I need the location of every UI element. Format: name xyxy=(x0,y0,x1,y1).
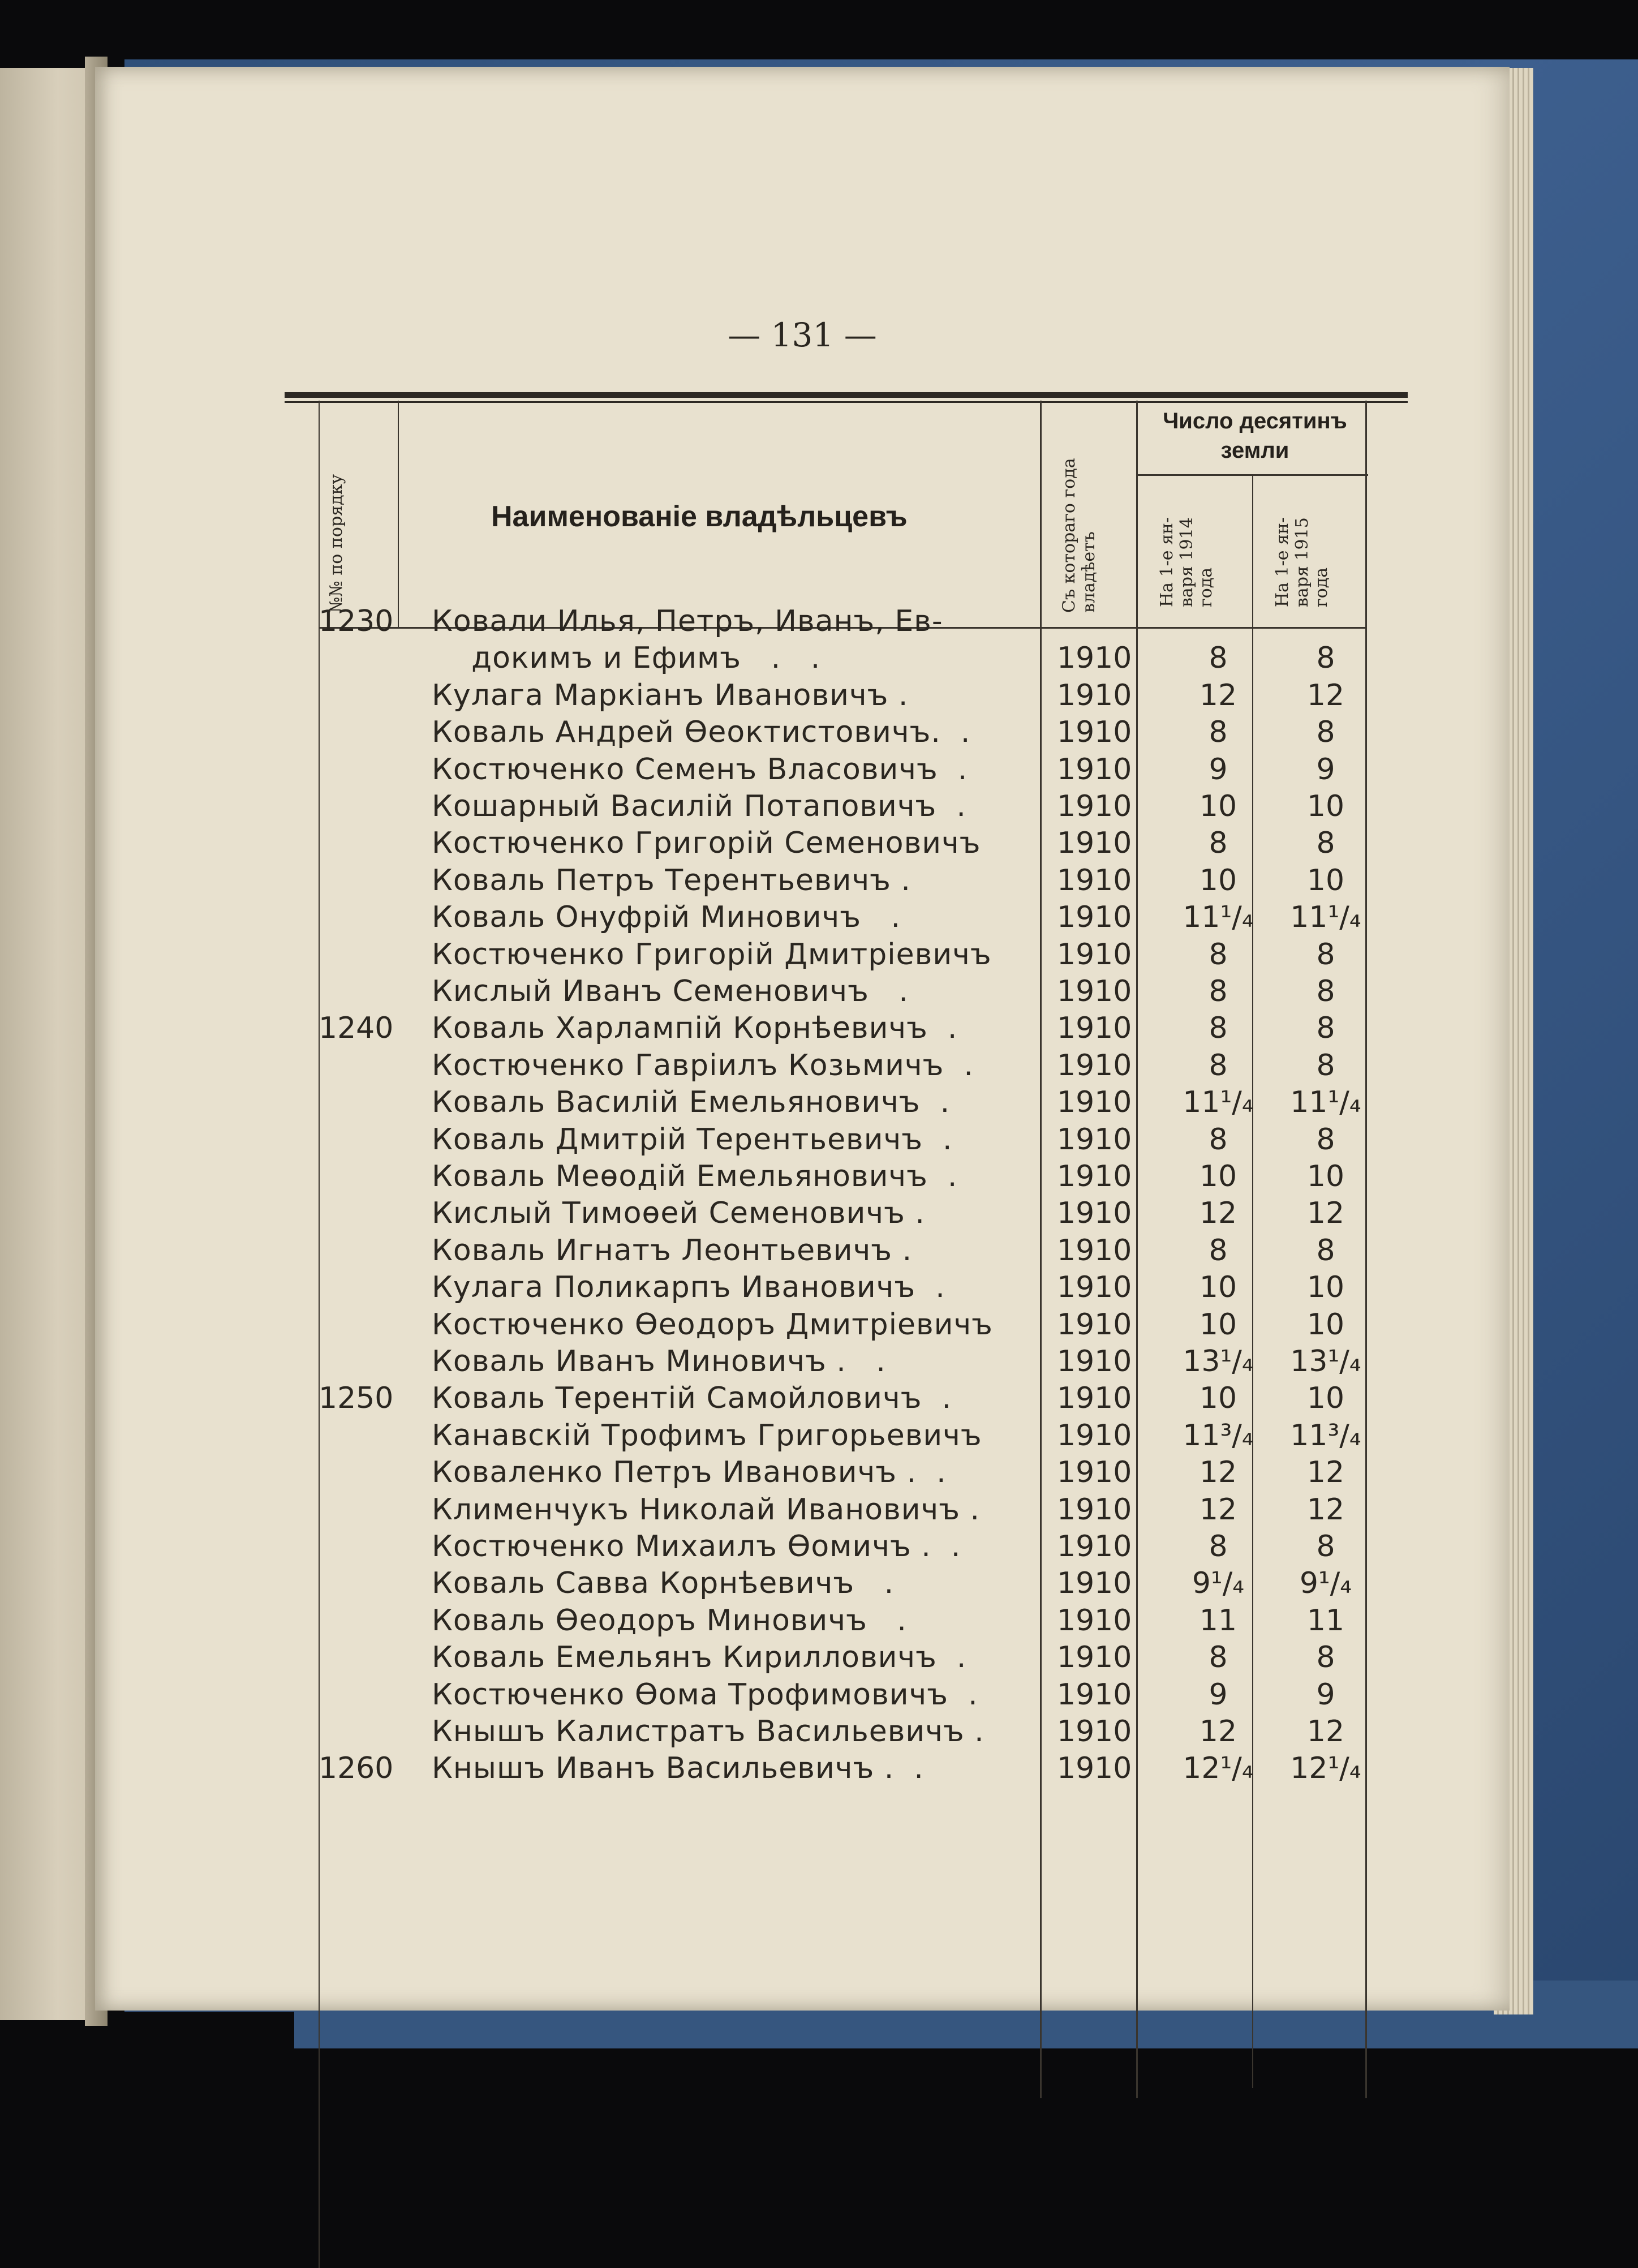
land-1914: 11³/₄ xyxy=(1183,1418,1254,1453)
table-row xyxy=(95,864,1510,901)
header-land-1914: На 1-е ян- варя 1914 года xyxy=(1157,517,1216,607)
owner-name: Кислый Тимоөей Семеновичъ . xyxy=(432,1196,925,1231)
owner-name: Кошарный Василій Потаповичъ . xyxy=(432,789,966,823)
land-1915: 9 xyxy=(1316,1677,1335,1712)
owned-since: 1910 xyxy=(1057,678,1132,712)
owned-since: 1910 xyxy=(1057,1715,1132,1749)
land-1915: 10 xyxy=(1306,789,1345,823)
land-1915: 8 xyxy=(1316,1122,1335,1157)
owner-name: Кислый Иванъ Семеновичъ . xyxy=(432,974,909,1008)
table-row xyxy=(95,974,1510,1012)
owner-name: Костюченко Өома Трофимовичъ . xyxy=(432,1677,978,1712)
owned-since: 1910 xyxy=(1057,1455,1132,1490)
land-1914: 10 xyxy=(1199,1270,1237,1305)
owned-since: 1910 xyxy=(1057,937,1132,972)
land-1914: 8 xyxy=(1209,1530,1228,1563)
land-1915: 8 xyxy=(1316,1233,1335,1268)
land-1915: 8 xyxy=(1316,1640,1335,1675)
owned-since: 1910 xyxy=(1057,641,1132,676)
owner-name: Коваль Андрей Өеоктистовичъ. . xyxy=(432,715,971,750)
table-row xyxy=(95,938,1510,975)
header-year: Съ котораго года владѣетъ xyxy=(1059,458,1099,613)
owner-name: Костюченко Семенъ Власовичъ . xyxy=(432,752,968,787)
land-1915: 13¹/₄ xyxy=(1290,1345,1361,1378)
land-1915: 12 xyxy=(1306,1455,1345,1490)
land-1915: 8 xyxy=(1316,715,1335,750)
land-1915: 12 xyxy=(1306,1715,1345,1749)
column-line xyxy=(398,401,399,627)
owner-name: Коваль Меөодій Емельяновичъ . xyxy=(432,1159,958,1193)
owned-since: 1910 xyxy=(1057,900,1132,935)
table-row xyxy=(95,1419,1510,1456)
land-1915: 11 xyxy=(1306,1603,1345,1638)
owner-name: Костюченко Михаилъ Өомичъ . . xyxy=(432,1530,961,1563)
land-1915: 8 xyxy=(1316,1048,1335,1083)
land-1914: 8 xyxy=(1209,826,1228,861)
page-number: — 131 — xyxy=(728,316,877,354)
row-number: 1240 xyxy=(319,1011,394,1046)
land-1914: 12 xyxy=(1199,1455,1237,1490)
owner-name: Костюченко Гавріилъ Козьмичъ . xyxy=(432,1048,974,1083)
table-row xyxy=(95,1678,1510,1715)
table-row xyxy=(95,1085,1510,1123)
owned-since: 1910 xyxy=(1057,826,1132,861)
owner-name: Клименчукъ Николай Ивановичъ . xyxy=(432,1492,981,1527)
land-1914: 9¹/₄ xyxy=(1192,1566,1245,1601)
table-row xyxy=(95,1011,1510,1049)
table-row xyxy=(95,1159,1510,1197)
land-1915: 9 xyxy=(1316,752,1335,787)
left-page xyxy=(0,68,96,2020)
land-1915: 12 xyxy=(1306,1196,1345,1231)
land-1914: 9 xyxy=(1209,1677,1228,1712)
owner-name: Костюченко Григорій Дмитріевичъ xyxy=(432,937,992,972)
land-1915: 12¹/₄ xyxy=(1290,1751,1361,1786)
land-1914: 11¹/₄ xyxy=(1183,1085,1254,1120)
land-1914: 12 xyxy=(1199,1196,1237,1231)
header-land: Число десятинъ земли xyxy=(1163,409,1347,463)
land-1915: 10 xyxy=(1306,863,1345,897)
owner-name: Костюченко Григорій Семеновичъ xyxy=(432,826,981,861)
land-1914: 8 xyxy=(1209,974,1228,1008)
table-row xyxy=(95,1455,1510,1493)
owner-name: Кулага Маркіанъ Ивановичъ . xyxy=(432,678,909,712)
owner-name: Коваль Харлампій Корнѣевичъ . xyxy=(432,1011,958,1046)
owned-since: 1910 xyxy=(1057,1159,1132,1193)
owned-since: 1910 xyxy=(1057,1492,1132,1527)
land-1915: 8 xyxy=(1316,937,1335,972)
owned-since: 1910 xyxy=(1057,715,1132,750)
table-row xyxy=(95,1715,1510,1752)
land-1915: 8 xyxy=(1316,974,1335,1008)
owner-name: Костюченко Өеодоръ Дмитріевичъ xyxy=(432,1307,993,1342)
table-row xyxy=(95,1123,1510,1160)
owner-name: Коваль Петръ Терентьевичъ . xyxy=(432,863,911,897)
owner-name: Коваль Иванъ Миновичъ . . xyxy=(432,1345,886,1378)
row-number: 1250 xyxy=(319,1381,394,1416)
land-1915: 8 xyxy=(1316,1011,1335,1046)
land-1914: 11 xyxy=(1199,1603,1237,1638)
owned-since: 1910 xyxy=(1057,1418,1132,1453)
owned-since: 1910 xyxy=(1057,752,1132,787)
land-1914: 13¹/₄ xyxy=(1183,1345,1254,1378)
owner-name: Коваль Өеодоръ Миновичъ . xyxy=(432,1603,907,1638)
header-name: Наименованіе владѣльцевъ xyxy=(491,500,908,533)
land-1914: 10 xyxy=(1199,1381,1237,1416)
table-row xyxy=(95,641,1510,678)
owned-since: 1910 xyxy=(1057,1085,1132,1120)
table-row xyxy=(95,1196,1510,1234)
land-1915: 10 xyxy=(1306,1307,1345,1342)
table-row xyxy=(95,1308,1510,1345)
table-row xyxy=(95,1493,1510,1530)
owner-name: Коваленко Петръ Ивановичъ . . xyxy=(432,1455,947,1490)
table-row xyxy=(95,678,1510,716)
owned-since: 1910 xyxy=(1057,1640,1132,1675)
owner-name: Кулага Поликарпъ Ивановичъ . xyxy=(432,1270,945,1305)
owned-since: 1910 xyxy=(1057,1530,1132,1563)
land-1914: 8 xyxy=(1209,1233,1228,1268)
table-top-rule xyxy=(285,392,1408,398)
land-1915: 10 xyxy=(1306,1270,1345,1305)
owned-since: 1910 xyxy=(1057,1307,1132,1342)
owner-name: Кнышъ Иванъ Васильевичъ . . xyxy=(432,1751,924,1786)
table-row xyxy=(95,604,1510,642)
land-1914: 8 xyxy=(1209,1640,1228,1675)
owner-name: докимъ и Ефимъ . . xyxy=(432,641,821,676)
land-1914: 12¹/₄ xyxy=(1183,1751,1254,1786)
owned-since: 1910 xyxy=(1057,1196,1132,1231)
table-row xyxy=(95,1604,1510,1641)
land-1915: 8 xyxy=(1316,641,1335,676)
owned-since: 1910 xyxy=(1057,1122,1132,1157)
header-land-1915: На 1-е ян- варя 1915 года xyxy=(1272,517,1331,607)
land-1915: 9¹/₄ xyxy=(1299,1566,1352,1601)
land-1915: 10 xyxy=(1306,1159,1345,1193)
owned-since: 1910 xyxy=(1057,1677,1132,1712)
header-number: №№ по порядку xyxy=(326,474,346,613)
land-1915: 11³/₄ xyxy=(1290,1418,1361,1453)
owned-since: 1910 xyxy=(1057,1751,1132,1786)
table-row xyxy=(95,753,1510,790)
land-1914: 8 xyxy=(1209,937,1228,972)
land-1915: 10 xyxy=(1306,1381,1345,1416)
land-1915: 8 xyxy=(1316,1530,1335,1563)
owned-since: 1910 xyxy=(1057,1381,1132,1416)
owner-name: Коваль Василій Емельяновичъ . xyxy=(432,1085,951,1120)
land-1915: 12 xyxy=(1306,1492,1345,1527)
owner-name: Канавскій Трофимъ Григорьевичъ xyxy=(432,1418,982,1453)
owner-name: Коваль Игнатъ Леонтьевичъ . xyxy=(432,1233,913,1268)
land-1914: 10 xyxy=(1199,863,1237,897)
owned-since: 1910 xyxy=(1057,1603,1132,1638)
land-1914: 8 xyxy=(1209,641,1228,676)
land-1914: 12 xyxy=(1199,678,1237,712)
table-row xyxy=(95,1234,1510,1271)
land-1914: 10 xyxy=(1199,789,1237,823)
owner-name: Коваль Савва Корнѣевичъ . xyxy=(432,1566,895,1601)
land-1914: 8 xyxy=(1209,1011,1228,1046)
land-1915: 11¹/₄ xyxy=(1290,1085,1361,1120)
table-row xyxy=(95,1530,1510,1567)
table-row xyxy=(95,900,1510,938)
land-1914: 9 xyxy=(1209,752,1228,787)
owner-name: Коваль Дмитрій Терентьевичъ . xyxy=(432,1122,953,1157)
table-row xyxy=(95,1751,1510,1789)
table-row xyxy=(95,826,1510,864)
table-row xyxy=(95,1270,1510,1308)
owned-since: 1910 xyxy=(1057,1011,1132,1046)
table-row xyxy=(95,1049,1510,1086)
land-1914: 10 xyxy=(1199,1307,1237,1342)
land-1914: 12 xyxy=(1199,1715,1237,1749)
land-1915: 12 xyxy=(1306,678,1345,712)
owned-since: 1910 xyxy=(1057,974,1132,1008)
land-1914: 11¹/₄ xyxy=(1183,900,1254,935)
table-row xyxy=(95,1345,1510,1382)
owned-since: 1910 xyxy=(1057,1345,1132,1378)
owned-since: 1910 xyxy=(1057,1233,1132,1268)
land-1915: 8 xyxy=(1316,826,1335,861)
owner-name: Коваль Онуфрій Миновичъ . xyxy=(432,900,901,935)
row-number: 1260 xyxy=(319,1751,394,1786)
owner-name: Коваль Емельянъ Кирилловичъ . xyxy=(432,1640,967,1675)
table-row xyxy=(95,715,1510,753)
owner-name: Коваль Терентій Самойловичъ . xyxy=(432,1381,952,1416)
table-row xyxy=(95,1566,1510,1604)
land-1914: 8 xyxy=(1209,715,1228,750)
book-page xyxy=(95,67,1510,2011)
land-1914: 10 xyxy=(1199,1159,1237,1193)
owned-since: 1910 xyxy=(1057,1048,1132,1083)
owned-since: 1910 xyxy=(1057,1566,1132,1601)
owned-since: 1910 xyxy=(1057,789,1132,823)
table-row xyxy=(95,1381,1510,1419)
owner-name: Ковали Илья, Петръ, Иванъ, Ев- xyxy=(432,604,943,638)
table-top-rule-thin xyxy=(285,401,1408,403)
land-1914: 8 xyxy=(1209,1122,1228,1157)
owner-name: Кнышъ Калистратъ Васильевичъ . xyxy=(432,1715,984,1749)
row-number: 1230 xyxy=(319,604,394,638)
table-row xyxy=(95,789,1510,827)
land-1915: 11¹/₄ xyxy=(1290,900,1361,935)
owned-since: 1910 xyxy=(1057,863,1132,897)
owned-since: 1910 xyxy=(1057,1270,1132,1305)
land-1914: 8 xyxy=(1209,1048,1228,1083)
land-1914: 12 xyxy=(1199,1492,1237,1527)
table-row xyxy=(95,1640,1510,1678)
